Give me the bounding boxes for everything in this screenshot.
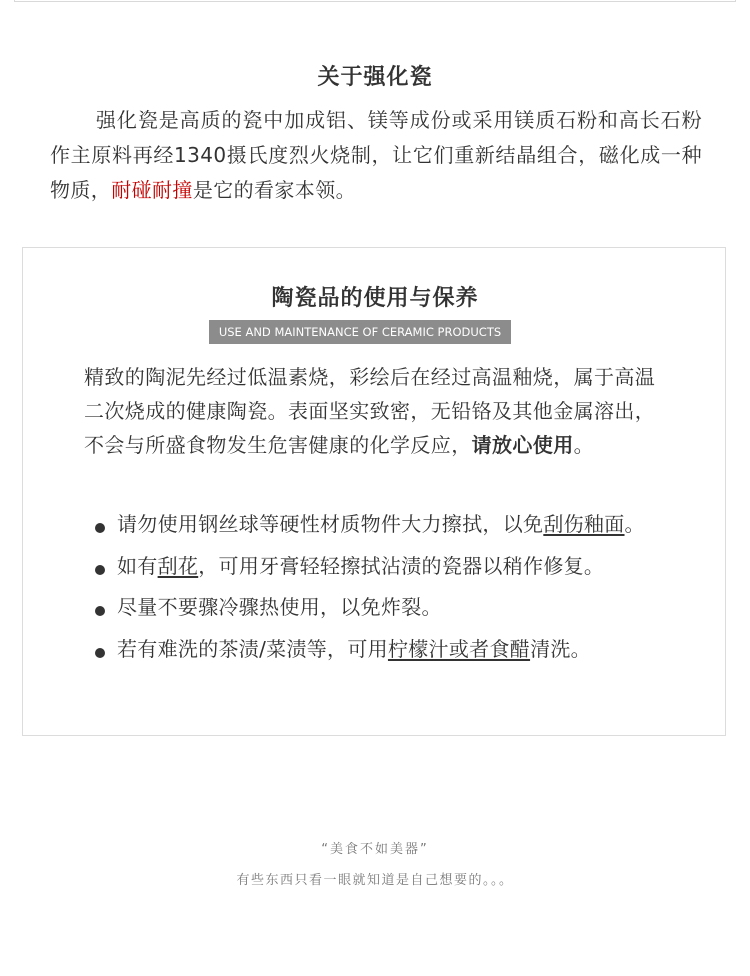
- tip-text-end: ，可用牙膏轻轻擦拭沾渍的瓷器以稍作修复。: [198, 553, 605, 578]
- strengthened-porcelain-description: [50, 103, 702, 208]
- care-card-title: 陶瓷品的使用与保养: [271, 286, 479, 311]
- tip-underline: 柠檬汁或者食醋: [387, 636, 531, 661]
- list-item: [93, 631, 713, 673]
- bullet-icon: [95, 648, 105, 658]
- care-tips-list: [93, 506, 713, 672]
- bullet-icon: [95, 523, 105, 533]
- bullet-icon: [95, 565, 105, 575]
- tip-text-end: 。: [624, 512, 645, 536]
- description-text-end: 是它的看家本领。: [192, 178, 357, 202]
- highlight-impact-resistant: 耐碰耐撞: [111, 178, 193, 202]
- list-item: [93, 589, 713, 631]
- tip-text: 如有: [117, 553, 158, 578]
- care-card: [22, 247, 726, 736]
- intro-emphasis: 请放心使用: [471, 433, 574, 457]
- tip-underline: 刮花: [157, 553, 199, 578]
- list-item: [93, 506, 713, 548]
- footer-quote: “美食不如美器”: [321, 842, 429, 857]
- bullet-icon: [95, 606, 105, 616]
- intro-text: 精致的陶泥先经过低温素烧，彩绘后在经过高温釉烧，属于高温二次烧成的健康陶瓷。表面坚实致密，无铅铬及其他金属溶出，不会与所盛食物发生危害健康的化学反应，: [84, 365, 656, 457]
- care-card-subtitle-badge: USE AND MAINTENANCE OF CERAMIC PRODUCTS: [209, 320, 511, 344]
- care-card-intro: [84, 360, 666, 462]
- section-title-strengthened-porcelain: 关于强化瓷: [317, 65, 433, 90]
- tip-text: 请勿使用钢丝球等硬性材质物件大力擦拭，以免: [117, 512, 544, 536]
- intro-end: 。: [573, 433, 595, 457]
- footer-tagline: 有些东西只看一眼就知道是自己想要的。。。: [236, 873, 514, 888]
- list-item: [93, 548, 713, 590]
- description-text: 强化瓷是高质的瓷中加成铝、镁等成份或采用镁质石粉和高长石粉作主原料再经1340摄氏度烈火烧制，让它们重新结晶组合，磁化成一种物质，: [50, 108, 702, 202]
- tip-text: 若有难洗的茶渍/菜渍等，可用: [117, 636, 388, 661]
- tip-underline: 刮伤釉面: [543, 512, 625, 536]
- tip-text-end: 清洗。: [530, 636, 591, 661]
- top-frame-edge: [14, 0, 736, 2]
- tip-text: 尽量不要骤冷骤热使用，以免炸裂。: [117, 595, 442, 619]
